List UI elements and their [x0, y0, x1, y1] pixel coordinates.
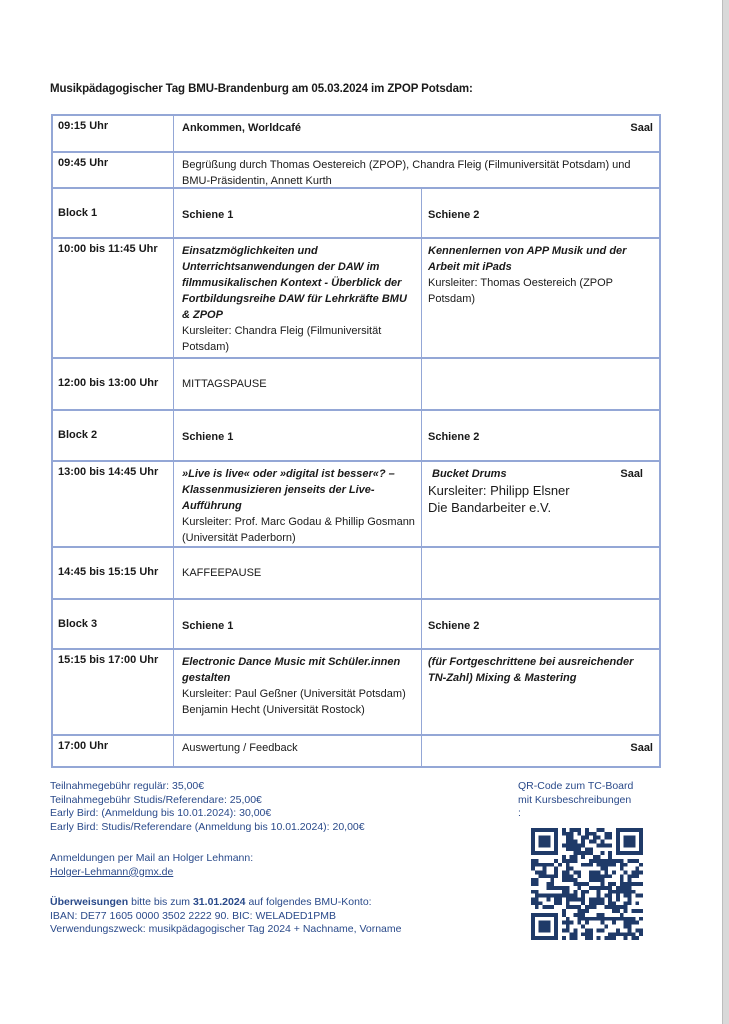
track-header: Schiene 1 [174, 189, 422, 237]
session-leader: Kursleiter: Paul Geßner (Universität Potsdam) Benjamin Hecht (Universität Rostock) [182, 688, 406, 716]
track-header: Schiene 1 [174, 600, 422, 648]
session-cell [422, 462, 659, 546]
session-title: Kennenlernen von APP Musik und der Arbeit mit iPads [428, 245, 627, 273]
table-row [53, 151, 659, 187]
schedule-table [51, 114, 661, 768]
transfer-block [50, 896, 401, 937]
fees-block [50, 780, 365, 834]
session-title: »Live is live« oder »digital ist besser«? – Klassenmusizieren jenseits der Live-Aufführung [182, 468, 395, 512]
registration-text: Anmeldungen per Mail an Holger Lehmann: [50, 852, 254, 864]
block-label: Block 3 [53, 600, 174, 648]
document-title: Musikpädagogischer Tag BMU-Brandenburg am 05.03.2024 im ZPOP Potsdam: [50, 83, 473, 95]
session-organization: Die Bandarbeiter e.V. [428, 500, 552, 515]
activity-cell [174, 116, 659, 151]
qr-code-graphic [531, 828, 643, 940]
room-cell [422, 736, 659, 766]
qr-caption-line: : [518, 807, 521, 819]
session-leader: Kursleiter: Thomas Oestereich (ZPOP Potsdam) [428, 277, 613, 305]
room-label: Saal [620, 468, 643, 480]
session-title: (für Fortgeschrittene bei ausreichender TN-Zahl) Mixing & Mastering [428, 656, 634, 684]
empty-cell [422, 359, 659, 409]
block-label: Block 2 [53, 411, 174, 460]
fee-line: Early Bird: (Anmeldung bis 10.01.2024): 30,00€ [50, 807, 272, 819]
session-leader: Kursleiter: Prof. Marc Godau & Phillip Gosmann (Universität Paderborn) [182, 516, 415, 544]
time-cell: 09:15 Uhr [53, 116, 174, 151]
track-header: Schiene 2 [428, 431, 480, 443]
session-leader: Kursleiter: Chandra Fleig (Filmuniversität Potsdam) [182, 325, 382, 353]
bank-details: IBAN: DE77 1605 0000 3502 2222 90. BIC: WELADED1PMB [50, 909, 336, 922]
table-row [53, 237, 659, 357]
session-title: Bucket Drums [432, 468, 507, 480]
table-row [53, 546, 659, 598]
table-row [53, 409, 659, 460]
block-label: Block 1 [53, 189, 174, 237]
table-row [53, 460, 659, 546]
table-row [53, 734, 659, 766]
empty-cell [422, 548, 659, 598]
activity-text: Ankommen, Worldcafé [182, 122, 301, 134]
table-row [53, 116, 659, 151]
transfer-text: auf folgendes BMU-Konto: [245, 896, 372, 908]
activity-cell: Auswertung / Feedback [174, 736, 422, 766]
table-row [53, 598, 659, 648]
table-row [53, 187, 659, 237]
time-cell: 17:00 Uhr [53, 736, 174, 766]
session-leader: Kursleiter: Philipp Elsner [428, 483, 570, 498]
time-cell: 13:00 bis 14:45 Uhr [53, 462, 174, 546]
fee-line: Teilnahmegebühr regulär: 35,00€ [50, 780, 205, 792]
session-cell [174, 239, 422, 357]
time-cell: 09:45 Uhr [53, 153, 174, 187]
time-cell: 12:00 bis 13:00 Uhr [53, 359, 174, 409]
email-link[interactable]: Holger-Lehmann@gmx.de [50, 865, 174, 878]
time-cell: 15:15 bis 17:00 Uhr [53, 650, 174, 734]
page-edge [722, 0, 729, 1024]
time-cell: 14:45 bis 15:15 Uhr [53, 548, 174, 598]
registration-block [50, 852, 253, 879]
time-cell: 10:00 bis 11:45 Uhr [53, 239, 174, 357]
qr-caption-line: QR-Code zum TC-Board [518, 780, 634, 792]
track-header: Schiene 2 [428, 620, 480, 632]
activity-cell: Begrüßung durch Thomas Oestereich (ZPOP), Chandra Fleig (Filmuniversität Potsdam) und BMU-Präsidentin, Annett Kurth [182, 159, 631, 187]
qr-code[interactable] [531, 828, 643, 940]
room-label: Saal [630, 122, 653, 134]
session-cell [422, 650, 659, 734]
table-row [53, 357, 659, 409]
break-cell: MITTAGSPAUSE [174, 359, 422, 409]
qr-caption-line: mit Kursbeschreibungen [518, 793, 632, 806]
transfer-line [50, 896, 401, 910]
session-cell [174, 462, 422, 546]
transfer-deadline: 31.01.2024 [192, 896, 246, 908]
table-row [53, 648, 659, 734]
qr-caption [518, 780, 633, 821]
session-title: Einsatzmöglichkeiten und Unterrichtsanwendungen der DAW im filmmusikalischen Kontext - Überblick der Fortbildungsreihe DAW für Lehrkräfte BMU & ZPOP [182, 245, 407, 321]
room-label: Saal [630, 742, 653, 754]
session-title: Electronic Dance Music mit Schüler.innen gestalten [182, 656, 401, 684]
track-header: Schiene 1 [174, 411, 422, 460]
transfer-label: Überweisungen [50, 896, 129, 908]
transfer-text: bitte bis zum [128, 896, 193, 908]
transfer-purpose: Verwendungszweck: musikpädagogischer Tag 2024 + Nachname, Vorname [50, 923, 402, 935]
fee-line: Early Bird: Studis/Referendare (Anmeldung bis 10.01.2024): 20,00€ [50, 820, 365, 833]
track-header: Schiene 2 [428, 209, 480, 221]
session-cell [422, 239, 659, 357]
session-cell [174, 650, 422, 734]
fee-line: Teilnahmegebühr Studis/Referendare: 25,00€ [50, 793, 262, 806]
break-cell: KAFFEEPAUSE [174, 548, 422, 598]
